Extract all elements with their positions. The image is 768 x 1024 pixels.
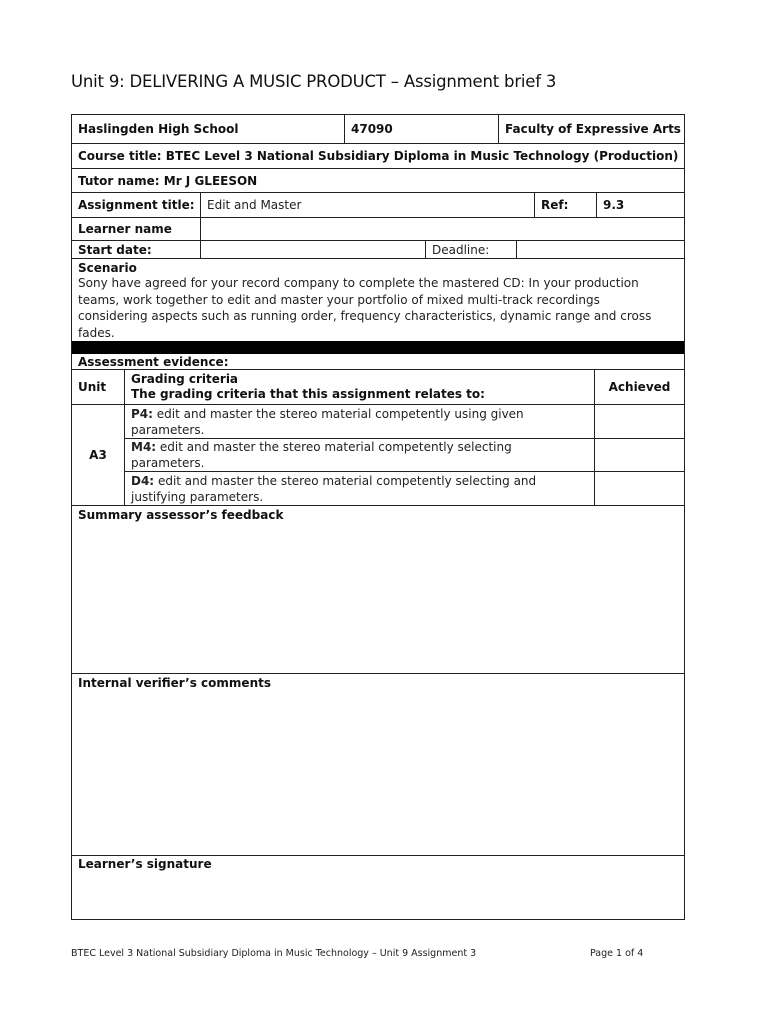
achieved-m4 bbox=[595, 439, 684, 471]
criteria-row-m4 bbox=[125, 439, 684, 472]
code-cell: 47090 bbox=[345, 115, 499, 143]
ref-label: Ref: bbox=[535, 193, 597, 217]
learner-row bbox=[72, 218, 684, 241]
verifier-label: Internal verifier’s comments bbox=[78, 676, 271, 690]
course-label: Course title: bbox=[78, 149, 162, 163]
title-brief: Assignment brief 3 bbox=[403, 72, 557, 91]
start-label: Start date: bbox=[72, 241, 201, 258]
course-row bbox=[72, 144, 684, 169]
title-separator: – bbox=[390, 72, 399, 91]
feedback-label: Summary assessor’s feedback bbox=[78, 508, 284, 522]
assignment-value: Edit and Master bbox=[201, 193, 535, 217]
criteria-line2-d4: justifying parameters. bbox=[131, 489, 264, 504]
unit-code: A3 bbox=[72, 405, 125, 505]
course-value: BTEC Level 3 National Subsidiary Diploma in Music Technology (Production) bbox=[165, 149, 679, 163]
brief-table bbox=[71, 114, 685, 920]
assignment-row bbox=[72, 193, 684, 218]
criteria-code-m4: M4: bbox=[131, 440, 157, 454]
col-criteria-title: Grading criteria bbox=[131, 372, 239, 386]
deadline-label: Deadline: bbox=[426, 241, 517, 258]
evidence-label-row bbox=[72, 354, 684, 370]
evidence-header-row bbox=[72, 370, 684, 405]
dates-row bbox=[72, 241, 684, 259]
criteria-row-p4 bbox=[125, 405, 684, 439]
scenario-section bbox=[72, 259, 684, 341]
criteria-code-p4: P4: bbox=[131, 406, 153, 421]
criteria-line1-p4: edit and master the stereo material competently using given bbox=[156, 406, 524, 421]
title-name: DELIVERING A MUSIC PRODUCT bbox=[129, 72, 386, 91]
criteria-line2-m4: parameters. bbox=[131, 456, 205, 470]
learner-value bbox=[201, 218, 684, 240]
scenario-line-1: Sony have agreed for your record company to complete the mastered CD: In your production bbox=[78, 276, 639, 290]
signature-label: Learner’s signature bbox=[78, 857, 212, 871]
tutor-label: Tutor name: bbox=[78, 173, 160, 188]
tutor-row bbox=[72, 169, 684, 193]
criteria-block bbox=[72, 405, 684, 506]
page-title bbox=[71, 72, 556, 91]
criteria-line1-d4: edit and master the stereo material competently selecting and bbox=[157, 473, 537, 488]
criteria-line1-m4: edit and master the stereo material competently selecting bbox=[159, 440, 512, 454]
course-cell bbox=[72, 144, 684, 168]
ref-value: 9.3 bbox=[603, 198, 625, 212]
criteria-code-d4: D4: bbox=[131, 473, 155, 488]
tutor-value: Mr J GLEESON bbox=[163, 173, 258, 188]
scenario-line-4: fades. bbox=[78, 325, 115, 340]
scenario-line-2: teams, work together to edit and master your portfolio of mixed multi-track recordings bbox=[78, 292, 600, 307]
criteria-text-p4 bbox=[125, 405, 595, 438]
tutor-cell bbox=[72, 169, 684, 192]
col-criteria-sub: The grading criteria that this assignment relates to: bbox=[131, 387, 485, 401]
col-criteria bbox=[125, 370, 595, 404]
section-divider bbox=[72, 341, 684, 354]
criteria-text-d4 bbox=[125, 472, 595, 505]
signature-section bbox=[72, 856, 684, 919]
achieved-p4 bbox=[595, 405, 684, 438]
deadline-value bbox=[517, 241, 684, 258]
footer-left: BTEC Level 3 National Subsidiary Diploma in Music Technology – Unit 9 Assignment 3 bbox=[71, 948, 477, 959]
title-unit: Unit 9: bbox=[71, 72, 125, 91]
footer-page-number: Page 1 of 4 bbox=[590, 948, 644, 959]
scenario-line-3: considering aspects such as running order, frequency characteristics, dynamic range and cross bbox=[78, 309, 652, 323]
evidence-label: Assessment evidence: bbox=[78, 354, 229, 369]
criteria-row-d4 bbox=[125, 472, 684, 505]
school-cell: Haslingden High School bbox=[72, 115, 345, 143]
scenario-label: Scenario bbox=[78, 261, 137, 275]
learner-label: Learner name bbox=[72, 218, 201, 240]
assignment-label: Assignment title: bbox=[72, 193, 201, 217]
col-unit: Unit bbox=[72, 370, 125, 404]
feedback-section bbox=[72, 506, 684, 674]
col-achieved: Achieved bbox=[608, 380, 671, 394]
criteria-line2-p4: parameters. bbox=[131, 422, 205, 437]
faculty-cell: Faculty of Expressive Arts bbox=[505, 122, 681, 136]
criteria-text-m4 bbox=[125, 439, 595, 471]
achieved-d4 bbox=[595, 472, 684, 505]
header-row bbox=[72, 115, 684, 144]
start-value bbox=[201, 241, 426, 258]
verifier-section bbox=[72, 674, 684, 856]
